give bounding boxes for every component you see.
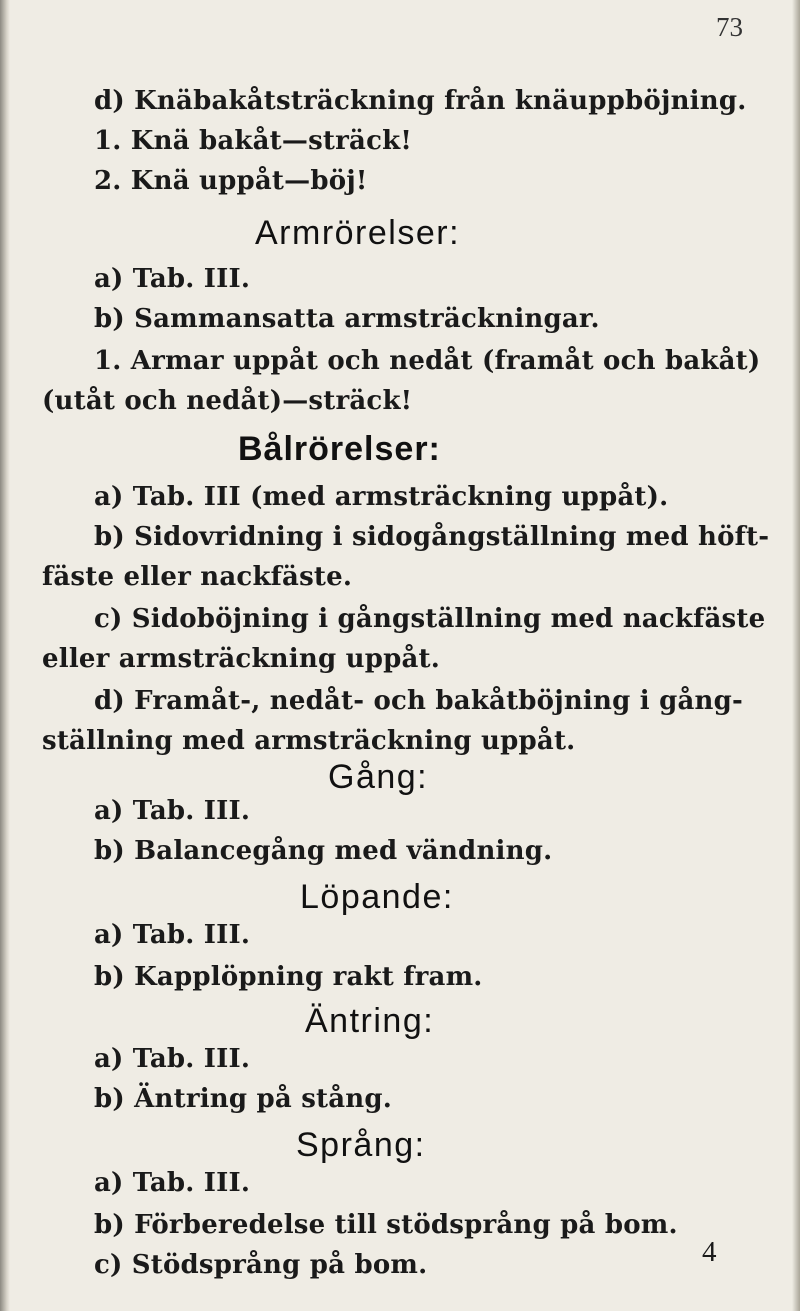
text-line: d) Knäbakåtsträckning från knäuppböjning.: [94, 86, 747, 116]
page-edge-left: [0, 0, 10, 1311]
page-number: 73: [716, 12, 743, 42]
text-line: a) Tab. III.: [94, 796, 251, 826]
text-line: a) Tab. III (med armsträckning uppåt).: [94, 482, 669, 512]
text-line: 1. Knä bakåt—sträck!: [94, 126, 412, 156]
text-line: a) Tab. III.: [94, 920, 251, 950]
text-line: c) Stödsprång på bom.: [94, 1250, 428, 1280]
text-line: b) Kapplöpning rakt fram.: [94, 962, 483, 992]
text-line: fäste eller nackfäste.: [42, 562, 353, 592]
text-line: a) Tab. III.: [94, 1044, 251, 1074]
text-line: d) Framåt-, nedåt- och bakåtböjning i gång-: [94, 686, 743, 716]
text-line: (utåt och nedåt)—sträck!: [42, 386, 413, 416]
section-heading-balrorelser: Bålrörelser:: [238, 430, 441, 468]
text-line: a) Tab. III.: [94, 264, 251, 294]
section-heading-antring: Äntring:: [305, 1002, 435, 1040]
text-line: ställning med armsträckning uppåt.: [42, 726, 576, 756]
text-line: 1. Armar uppåt och nedåt (framåt och bakåt): [94, 346, 761, 376]
page-edge-right: [792, 0, 800, 1311]
section-heading-sprang: Språng:: [296, 1126, 426, 1164]
section-heading-armrorelser: Armrörelser:: [255, 214, 461, 252]
signature-number: 4: [702, 1236, 717, 1268]
section-heading-gang: Gång:: [328, 758, 429, 796]
text-line: eller armsträckning uppåt.: [42, 644, 440, 674]
text-line: b) Balancegång med vändning.: [94, 836, 553, 866]
text-line: b) Förberedelse till stödsprång på bom.: [94, 1210, 678, 1240]
text-line: b) Äntring på stång.: [94, 1084, 393, 1114]
text-line: 2. Knä uppåt—böj!: [94, 166, 368, 196]
text-line: b) Sidovridning i sidogångställning med höft-: [94, 522, 770, 552]
text-line: a) Tab. III.: [94, 1168, 251, 1198]
text-line: b) Sammansatta armsträckningar.: [94, 304, 600, 334]
section-heading-lopande: Löpande:: [300, 878, 454, 916]
text-line: c) Sidoböjning i gångställning med nackfäste: [94, 604, 766, 634]
